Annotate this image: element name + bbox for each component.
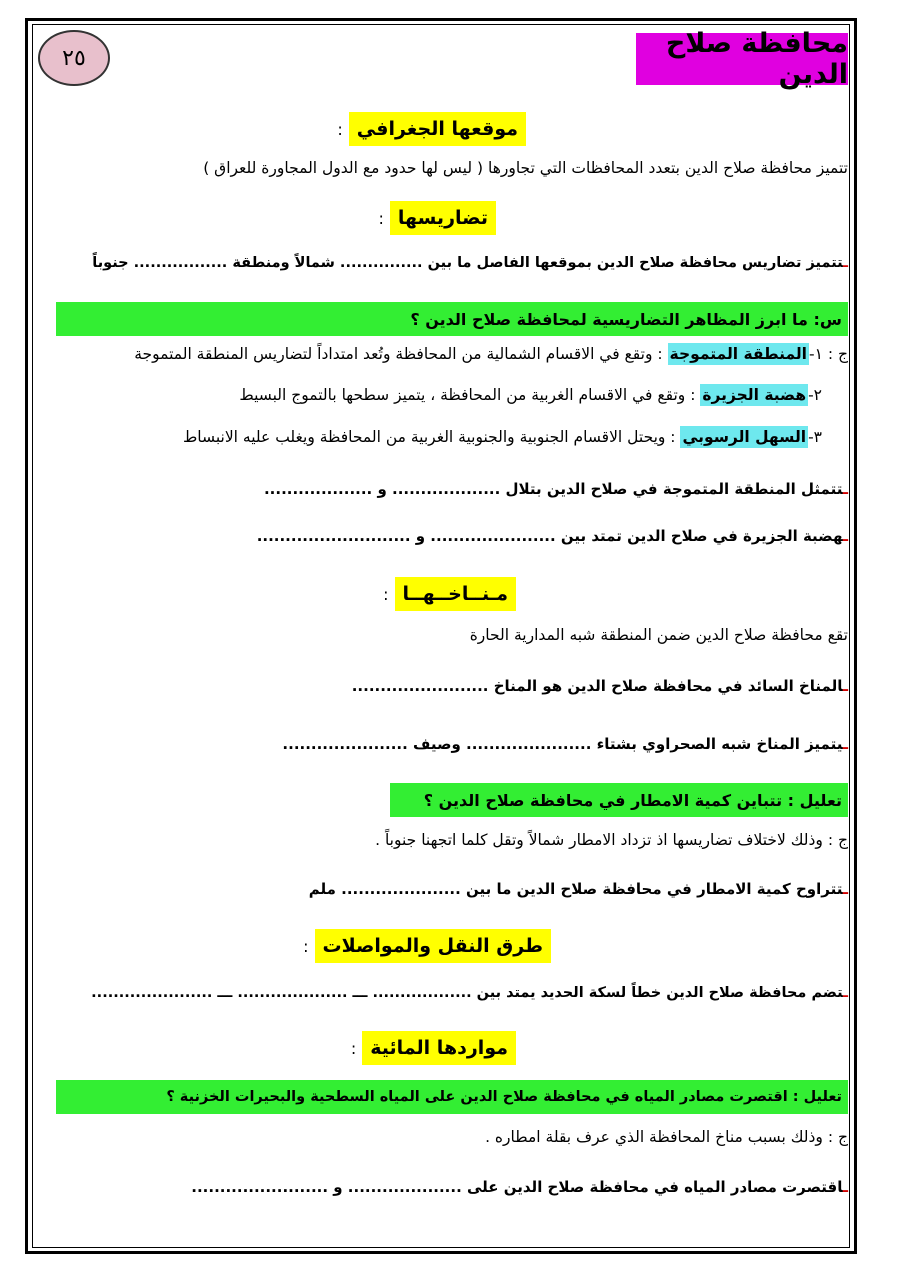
bullet-dash: ـ bbox=[842, 527, 848, 545]
terrain-question-text: س: ما ابرز المظاهر التضاريسية لمحافظة صلاح الدين ؟ bbox=[410, 309, 842, 329]
climate-fill-3 bbox=[309, 880, 848, 898]
terrain-fill-2-text: هضبة الجزيرة في صلاح الدين تمتد بين ...................... و ........................... bbox=[256, 527, 843, 545]
climate-fill-1 bbox=[352, 677, 848, 695]
climate-fill-2 bbox=[282, 735, 848, 753]
terrain-item-2 bbox=[239, 386, 822, 404]
bullet-dash: ـ bbox=[842, 480, 848, 498]
item-number: ١- bbox=[808, 345, 823, 363]
water-heading bbox=[351, 1037, 516, 1059]
terrain-item-1 bbox=[134, 345, 848, 363]
climate-reason-bar bbox=[390, 783, 848, 817]
transport-heading-text: طرق النقل والمواصلات bbox=[315, 929, 551, 963]
climate-reason-question: تعليل : تتباين كمية الامطار في محافظة صلاح الدين ؟ bbox=[423, 790, 842, 810]
terrain-heading bbox=[379, 207, 496, 229]
item-number: ٢- bbox=[808, 386, 822, 404]
climate-fill-2-text: يتميز المناخ شبه الصحراوي بشتاء ...................... وصيف ...................... bbox=[282, 735, 843, 753]
location-heading bbox=[337, 118, 526, 140]
water-fill bbox=[191, 1178, 848, 1196]
terrain-question-bar bbox=[56, 302, 848, 336]
bullet-dash: ـ bbox=[842, 677, 848, 695]
location-heading-colon: : bbox=[337, 120, 343, 139]
terrain-fill-line bbox=[92, 255, 848, 271]
term-jazira-plateau: هضبة الجزيرة bbox=[702, 386, 807, 404]
water-heading-text: مواردها المائية bbox=[362, 1031, 516, 1065]
terrain-fill-1-text: تتمثل المنطقة المتموجة في صلاح الدين بتلال ................... و ................... bbox=[263, 480, 843, 498]
bullet-dash: ـ bbox=[843, 985, 848, 1001]
bullet-dash: ـ bbox=[842, 880, 848, 898]
climate-fill-3-text: تتراوح كمية الامطار في محافظة صلاح الدين ما بين ..................... ملم bbox=[308, 880, 843, 898]
answer-prefix: ج : bbox=[827, 345, 848, 363]
climate-heading bbox=[383, 583, 516, 605]
terrain-item-3 bbox=[183, 428, 822, 446]
climate-heading-colon: : bbox=[383, 585, 389, 604]
terrain-fill-line-text: تتميز تضاريس محافظة صلاح الدين بموقعها الفاصل ما بين ............... شمالاً ومنطقة ................. جنوباً bbox=[92, 255, 844, 271]
item-text: : وتقع في الاقسام الغربية من المحافظة ، يتميز سطحها بالتموج البسيط bbox=[239, 386, 696, 404]
transport-fill bbox=[91, 985, 848, 1001]
climate-fill-1-text: المناخ السائد في محافظة صلاح الدين هو المناخ ........................ bbox=[351, 677, 843, 695]
item-number: ٣- bbox=[808, 428, 822, 446]
terrain-fill-1 bbox=[264, 480, 848, 498]
location-heading-text: موقعها الجغرافي bbox=[349, 112, 526, 146]
terrain-heading-colon: : bbox=[378, 209, 384, 228]
page-title-text: محافظة صلاح الدين bbox=[665, 28, 848, 90]
water-reason-bar bbox=[56, 1080, 848, 1114]
water-reason-answer: ج : وذلك بسبب مناخ المحافظة الذي عرف بقلة امطاره . bbox=[485, 1128, 848, 1146]
bullet-dash: ـ bbox=[842, 735, 848, 753]
page-title bbox=[636, 28, 848, 90]
page-number: ٢٥ bbox=[62, 45, 86, 71]
bullet-dash: ـ bbox=[843, 255, 848, 271]
transport-heading bbox=[303, 935, 551, 957]
climate-heading-text: مـنــاخــهــا bbox=[395, 577, 516, 611]
transport-fill-text: تضم محافظة صلاح الدين خطاً لسكة الحديد يمتد بين .................. ـــ .................... ـــ ...................... bbox=[91, 985, 844, 1001]
term-wavy-region: المنطقة المتموجة bbox=[669, 345, 807, 363]
page-number-badge bbox=[38, 30, 110, 86]
location-text: تتميز محافظة صلاح الدين بتعدد المحافظات التي تجاورها ( ليس لها حدود مع الدول المجاورة للعراق ) bbox=[203, 159, 848, 177]
terrain-heading-text: تضاريسها bbox=[390, 201, 496, 235]
climate-reason-answer: ج : وذلك لاختلاف تضاريسها اذ تزداد الامطار شمالاً وتقل كلما اتجهنا جنوباً . bbox=[375, 831, 848, 849]
bullet-dash: ـ bbox=[842, 1178, 848, 1196]
water-fill-text: اقتصرت مصادر المياه في محافظة صلاح الدين على .................... و ........................ bbox=[191, 1178, 843, 1196]
item-text: : وتقع في الاقسام الشمالية من المحافظة وتُعد امتداداً لتضاريس المنطقة المتموجة bbox=[134, 345, 663, 363]
water-heading-colon: : bbox=[350, 1039, 357, 1058]
item-text: : ويحتل الاقسام الجنوبية والجنوبية الغربية من المحافظة ويغلب عليه الانبساط bbox=[182, 428, 676, 446]
term-alluvial-plain: السهل الرسوبي bbox=[682, 428, 807, 446]
water-reason-question: تعليل : اقتصرت مصادر المياه في محافظة صلاح الدين على المياه السطحية والبحيرات الخزنية ؟ bbox=[166, 1089, 842, 1105]
climate-text: تقع محافظة صلاح الدين ضمن المنطقة شبه المدارية الحارة bbox=[469, 626, 848, 644]
transport-heading-colon: : bbox=[303, 937, 309, 956]
terrain-fill-2 bbox=[257, 527, 848, 545]
